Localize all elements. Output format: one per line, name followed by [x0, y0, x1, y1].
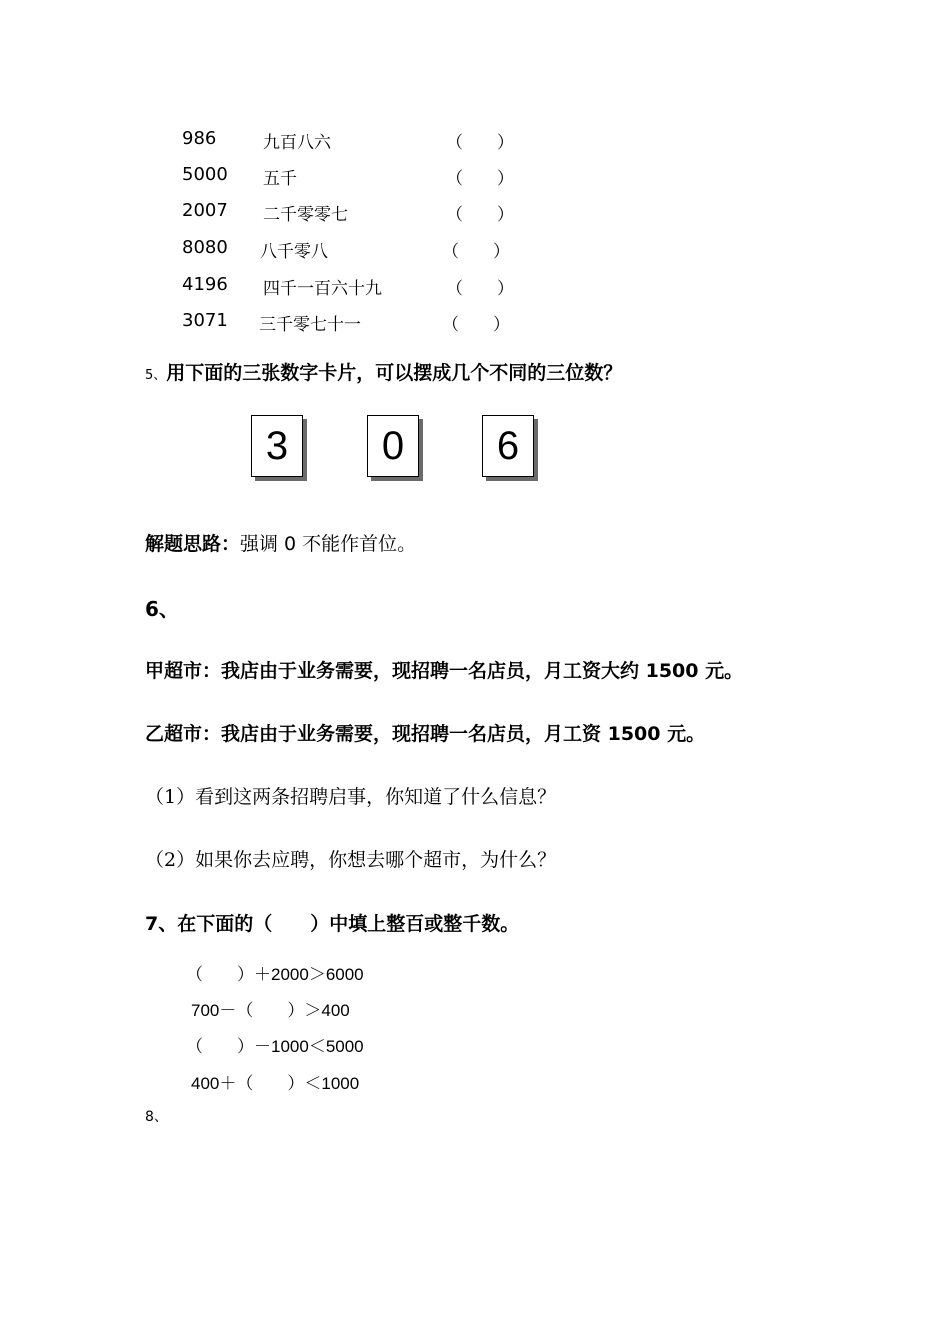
hint-text: 强调 0 不能作首位。 — [240, 533, 417, 555]
sub-question-1: （1）看到这两条招聘启事，你知道了什么信息？ — [145, 786, 557, 808]
row-word: 八千零八 — [260, 242, 328, 262]
row-number: 3071 — [182, 310, 228, 331]
answer-blank[interactable]: （ ） — [442, 315, 510, 335]
question-text: 用下面的三张数字卡片，可以摆成几个不同的三位数？ — [166, 362, 623, 384]
supermarket-a-notice: 甲超市：我店由于业务需要，现招聘一名店员，月工资大约 1500 元。 — [145, 660, 744, 682]
number-row — [0, 233, 950, 269]
row-word: 三千零七十一 — [259, 315, 361, 335]
row-word: 四千一百六十九 — [263, 279, 382, 299]
question-6-title: 6、 — [145, 597, 179, 621]
inequality: （ ）＋2000＞6000 — [186, 965, 364, 984]
row-number: 2007 — [182, 200, 228, 221]
answer-blank[interactable]: （ ） — [446, 279, 514, 299]
row-word: 二千零零七 — [263, 205, 348, 225]
digit-card: 6 — [482, 415, 534, 477]
inequality: 400＋（ ）＜1000 — [191, 1074, 360, 1093]
answer-blank[interactable]: （ ） — [446, 169, 514, 189]
inequality: 700－（ ）＞400 — [191, 1001, 350, 1020]
answer-blank[interactable]: （ ） — [446, 133, 514, 153]
row-number: 986 — [182, 128, 217, 149]
row-number: 8080 — [182, 237, 228, 258]
number-row — [0, 196, 950, 232]
question-5 — [145, 358, 622, 385]
question-7-title: 7、在下面的（ ）中填上整百或整千数。 — [145, 913, 520, 935]
digit-card: 3 — [251, 415, 303, 477]
digit-card: 0 — [367, 415, 419, 477]
answer-blank[interactable]: （ ） — [446, 205, 514, 225]
number-row — [0, 270, 950, 306]
number-row — [0, 124, 950, 160]
row-number: 5000 — [182, 164, 228, 185]
number-row — [0, 306, 950, 342]
hint-label: 解题思路： — [145, 533, 241, 555]
sub-question-2: （2）如果你去应聘，你想去哪个超市，为什么？ — [145, 849, 557, 871]
row-word: 五千 — [263, 169, 297, 189]
inequality: （ ）－1000＜5000 — [186, 1037, 364, 1056]
number-row — [0, 160, 950, 196]
answer-blank[interactable]: （ ） — [442, 242, 510, 262]
solution-hint — [145, 529, 416, 556]
row-word: 九百八六 — [263, 133, 331, 153]
row-number: 4196 — [182, 274, 228, 295]
supermarket-b-notice: 乙超市：我店由于业务需要，现招聘一名店员，月工资 1500 元。 — [145, 723, 706, 745]
question-number: 5、 — [145, 368, 167, 383]
question-8-title: 8、 — [145, 1109, 168, 1125]
